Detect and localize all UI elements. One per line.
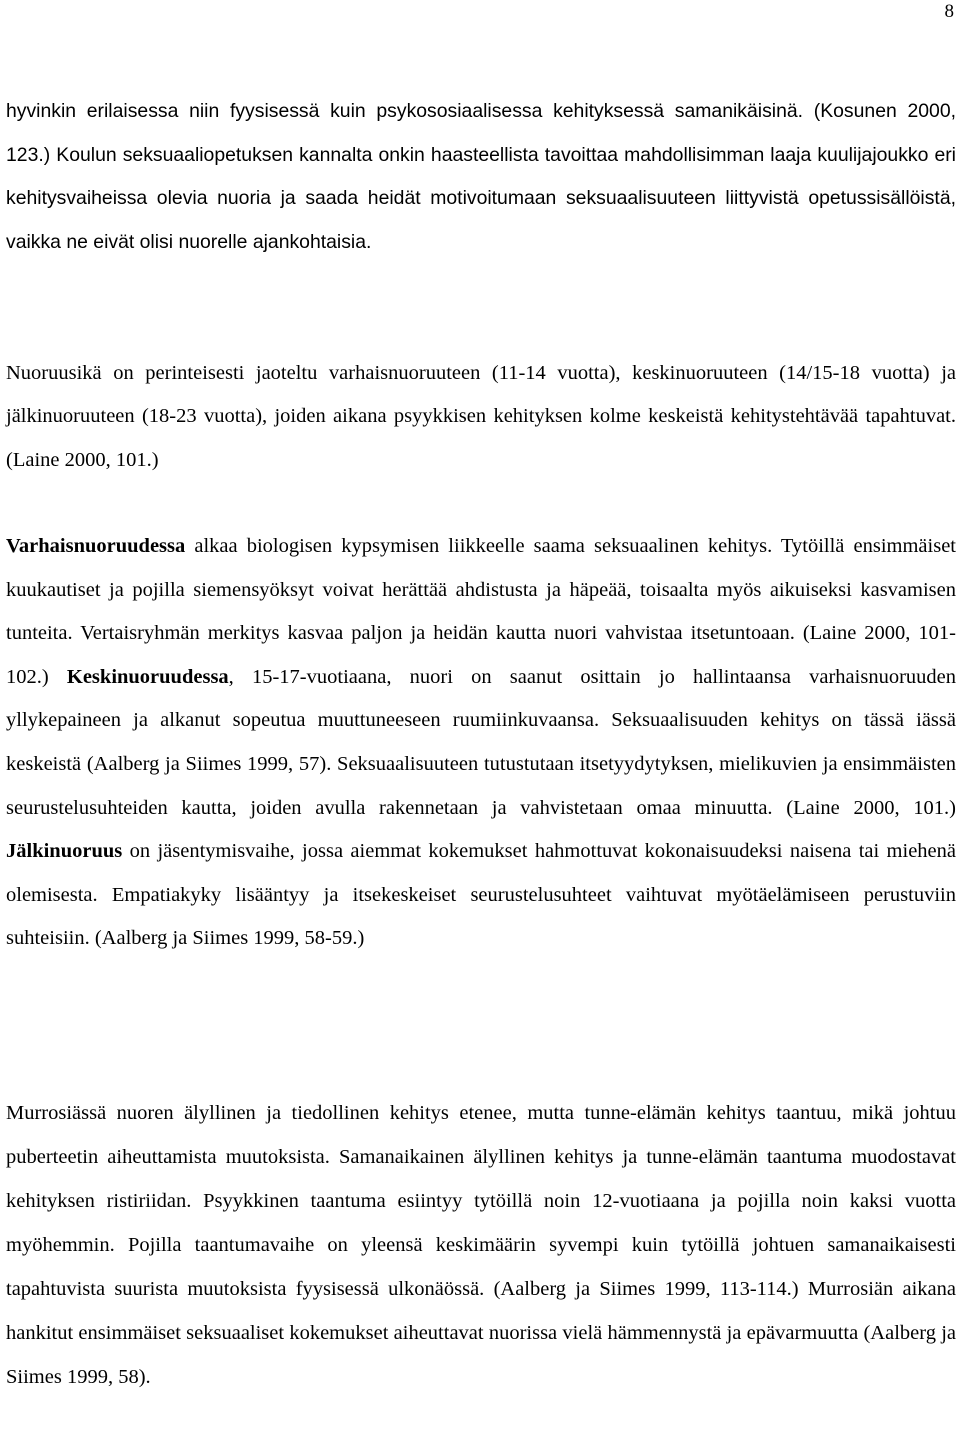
page-number: 8 [944,1,954,22]
term-early-adolescence: Varhaisnuoruudessa [6,535,186,557]
paragraph-adolescence-phases [6,525,956,961]
term-late-adolescence: Jälkinuoruus [6,840,123,863]
paragraph-puberty-development: Murrosiässä nuoren älyllinen ja tiedollinen kehitys etenee, mutta tunne-elämän kehitys taantuu, mikä johtuu puberteetin aiheuttamista muutoksista. Samanaikainen älyllinen kehitys ja tunne-elämän taantuma muodostavat kehityksen ristiriidan. Psyykkinen taantuma esiintyy tytöillä noin 12-vuotiaana ja pojilla noin kaksi vuotta myöhemmin. Pojilla taantumavaihe on yleensä keskimäärin syvempi kuin tytöillä johtuen samanaikaisesti tapahtuvista suurista muutoksista fyysisessä ulkonäössä. (Aalberg ja Siimes 1999, 113-114.) Murrosiän aikana hankitut ensimmäiset seksuaaliset kokemukset aiheuttavat nuorissa vielä hämmennystä ja epävarmuutta (Aalberg ja Siimes 1999, 58). [6,1102,956,1388]
paragraph-adolescence-stages: Nuoruusikä on perinteisesti jaoteltu varhaisnuoruuteen (11-14 vuotta), keskinuoruuteen (14/15-18 vuotta) ja jälkinuoruuteen (18-23 vuotta), joiden aikana psyykkisen kehityksen kolme keskeistä kehitystehtävää tapahtuvat. (Laine 2000, 101.) [6,362,956,471]
paragraph-intro-continuation: hyvinkin erilaisessa niin fyysisessä kuin psykososiaalisessa kehityksessä samanikäisinä. (Kosunen 2000, 123.) Koulun seksuaaliopetuksen kannalta onkin haasteellista tavoittaa mahdollisimman laaja kuulijajoukko eri kehitysvaiheissa olevia nuoria ja saada heidät motivoitumaan seksuaalisuuteen liittyvistä opetussisällöistä, vaikka ne eivät olisi nuorelle ajankohtaisia. [6,100,956,253]
term-middle-adolescence: Keskinuoruudessa [66,665,229,688]
late-adolescence-text: on jäsentymisvaihe, jossa aiemmat kokemukset hahmottuvat kokonaisuudeksi naisena tai miehenä olemisesta. Empatiakyky lisääntyy ja itsekeskeiset seurustelusuhteet vaihtuvat myötäelämiseen perustuviin suhteisiin. (Aalberg ja Siimes 1999, 58-59.) [6,840,956,950]
middle-adolescence-text: , 15-17-vuotiaana, nuori on saanut osittain jo hallintaansa varhaisnuoruuden yllykepaineen ja alkanut sopeutua muuttuneeseen ruumiinkuvaansa. Seksuaalisuuden kehitys on tässä iässä keskeistä (Aalberg ja Siimes 1999, 57). Seksuaalisuuteen tutustutaan itsetyydytyksen, mielikuvien ja ensimmäisten seurustelusuhteiden kautta, joiden avulla rakennetaan ja vahvistetaan omaa minuutta. (Laine 2000, 101.) [6,665,956,819]
early-adolescence-text: alkaa biologisen kypsymisen liikkeelle saama seksuaalinen kehitys. Tytöillä ensimmäiset kuukautiset ja pojilla siemensyöksyt voivat herättää ahdistusta ja häpeää, toisaalta myös aikuiseksi kasvamisen tunteita. Vertaisryhmän merkitys kasvaa paljon ja heidän kautta nuori vahvistaa itsetuntoaan. (Laine 2000, 101-102.) [6,535,956,688]
